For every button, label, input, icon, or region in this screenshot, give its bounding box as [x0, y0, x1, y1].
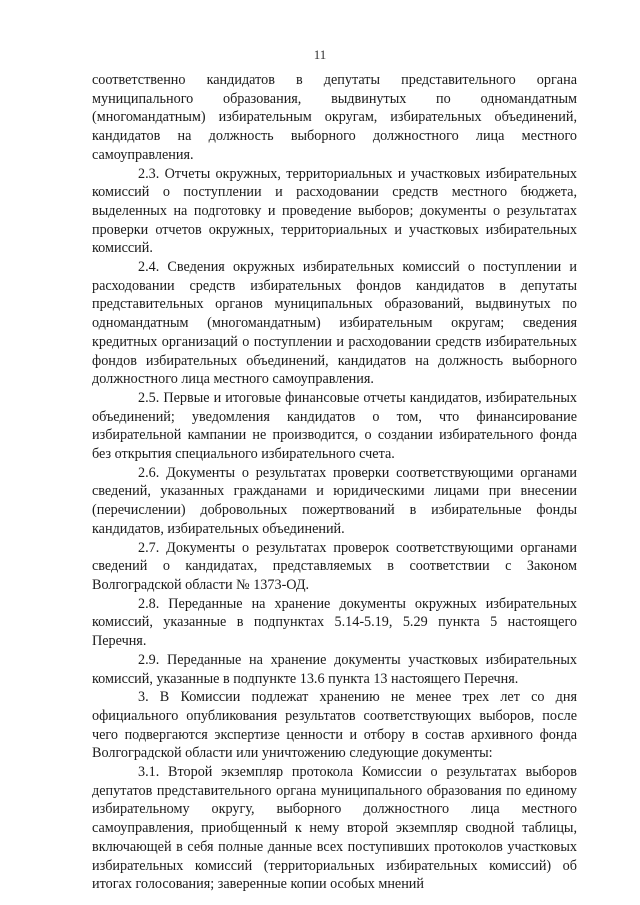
paragraph-2-4: 2.4. Сведения окружных избирательных комиссий о поступлении и расходовании средств избирательных фондов кандидатов в депутаты представительных органов муниципальных образований, выдвинутых по одномандатным (многомандатным) избирательным округам; сведения кредитных организаций о поступлении и расходовании средств избирательных фондов избирательных объединений, кандидатов на должность выборного должностного лица местного самоуправления. [92, 259, 577, 388]
paragraph-2-5: 2.5. Первые и итоговые финансовые отчеты кандидатов, избирательных объединений; уведомления кандидатов о том, что финансирование избирательной кампании не производится, о создании избирательного фонда без открытия специального избирательного счета. [92, 389, 577, 463]
paragraph-2-7: 2.7. Документы о результатах проверок соответствующими органами сведений о кандидатах, представляемых в соответствии с Законом Волгоградской области № 1373-ОД. [92, 539, 577, 593]
paragraph-3-1: 3.1. Второй экземпляр протокола Комиссии о результатах выборов депутатов представительного органа муниципального образования по единому избирательному округу, выборного должностного лица местного самоуправления, приобщенный к нему второй экземпляр сводной таблицы, включающей в себя полные данные всех поступивших протоколов участковых избирательных комиссий (территориальных избирательных комиссий) об итогах голосования; заверенные копии особых мнений [92, 764, 577, 893]
paragraph-2-9: 2.9. Переданные на хранение документы участковых избирательных комиссий, указанные в подпункте 13.6 пункта 13 настоящего Перечня. [92, 651, 577, 687]
document-body [92, 71, 577, 894]
paragraph-2-8: 2.8. Переданные на хранение документы окружных избирательных комиссий, указанные в подпунктах 5.14-5.19, 5.29 пункта 5 настоящего Перечня. [92, 595, 577, 650]
page-number: 11 [313, 47, 327, 62]
paragraph-2-3: 2.3. Отчеты окружных, территориальных и участковых избирательных комиссий о поступлении и расходовании средств местного бюджета, выделенных на подготовку и проведение выборов; документы о результатах проверки отчетов окружных, территориальных и участковых избирательных комиссий. [92, 165, 577, 257]
paragraph-continuation: соответственно кандидатов в депутаты представительного органа муниципального образования, выдвинутых по одномандатным (многомандатным) избирательным округам, избирательных объединений, кандидатов на должность выборного должностного лица местного самоуправления. [92, 72, 577, 163]
paragraph-3: 3. В Комиссии подлежат хранению не менее трех лет со дня официального опубликования результатов соответствующих выборов, после чего подвергаются экспертизе ценности и отбору в состав архивного фонда Волгоградской области или уничтожению следующие документы: [92, 689, 577, 762]
paragraph-2-6: 2.6. Документы о результатах проверки соответствующими органами сведений, указанных гражданами и юридическими лицами при внесении (перечислении) добровольных пожертвований в избирательные фонды кандидатов, избирательных объединений. [92, 464, 577, 537]
